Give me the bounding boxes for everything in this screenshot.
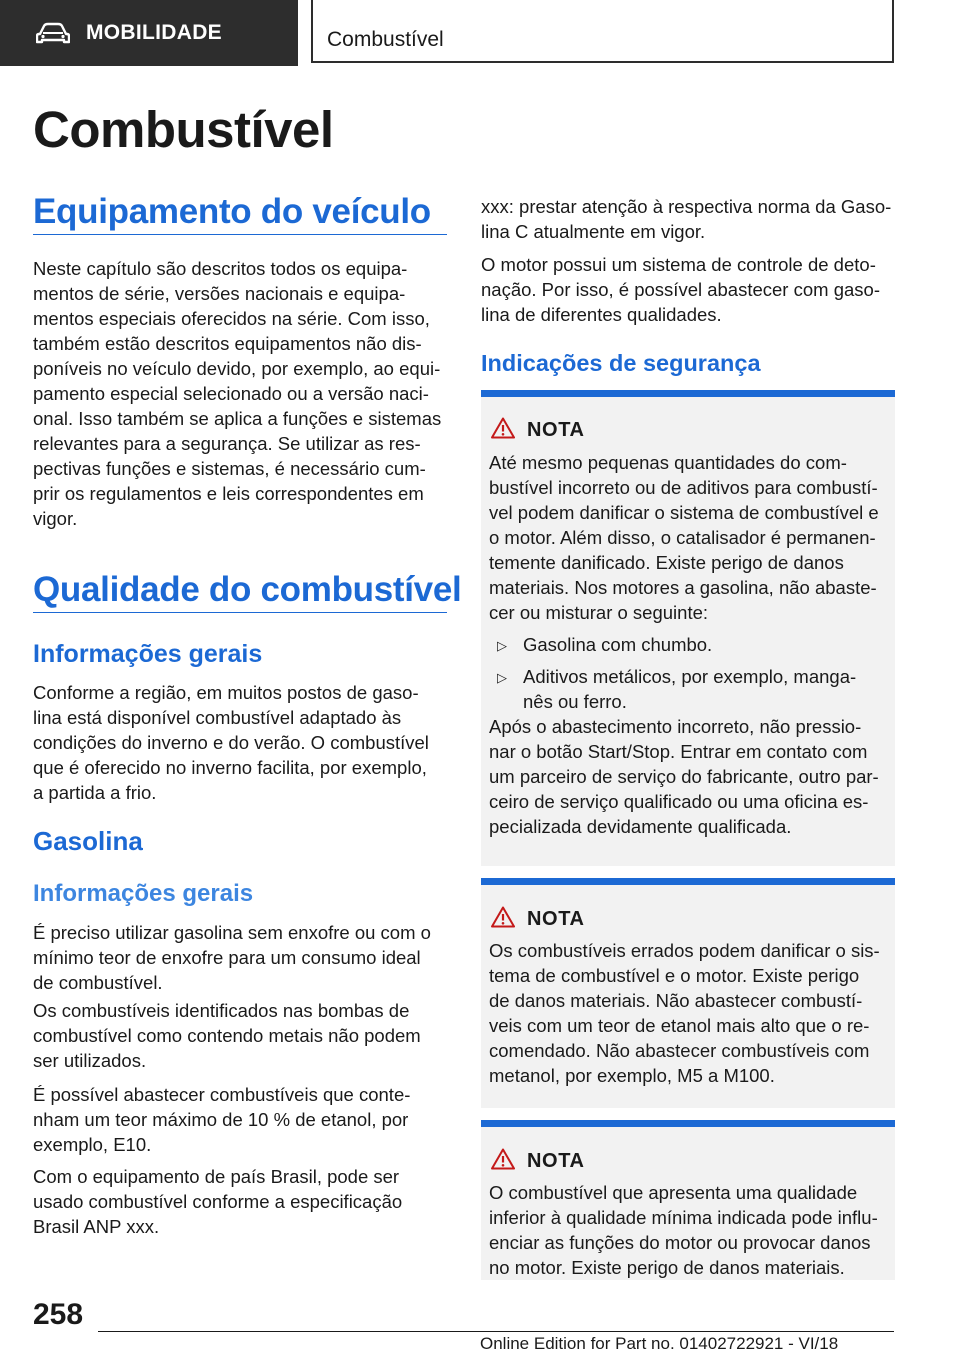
page-title: Combustível [33, 101, 334, 158]
heading-equipamento: Equipamento do veículo [33, 192, 431, 231]
note-bar [481, 878, 895, 885]
footer-edition: Online Edition for Part no. 01402722921 - VI/18 [480, 1334, 839, 1353]
text-line: usado combustível conforme a especificação [33, 1191, 403, 1212]
heading-seguranca: Indicações de segurança [481, 350, 761, 376]
text-line: de danos materiais. Não abastecer combustí- [489, 990, 863, 1011]
gasolina-paragraph-3 [33, 1082, 453, 1157]
text-line: mentos de série, versões nacionais e equipa- [33, 283, 406, 304]
text-line: a partida a frio. [33, 782, 157, 803]
text-line: nês ou ferro. [523, 691, 627, 712]
text-line: que é oferecido no inverno facilita, por exemplo, [33, 757, 427, 778]
bullet-item-2 [523, 664, 893, 714]
text-line: Neste capítulo são descritos todos os equipa- [33, 258, 408, 279]
gasolina-paragraph-1 [33, 920, 453, 995]
note-body [489, 450, 889, 625]
text-line: poníveis no veículo devido, por exemplo, ao equi- [33, 358, 441, 379]
warning-note-3 [481, 1120, 895, 1280]
note-bar [481, 1120, 895, 1127]
text-line: enciar as funções do motor ou provocar danos [489, 1232, 871, 1253]
text-line: pectivas funções e sistemas, é necessário cum- [33, 458, 426, 479]
text-line: materiais. Nos motores a gasolina, não abaste- [489, 577, 877, 598]
text-line: nação. Por isso, é possível abastecer com gaso- [481, 279, 880, 300]
text-line: pamento especial selecionado ou a versão naci- [33, 383, 429, 404]
warning-note-2 [481, 878, 895, 1108]
text-line: pecializada devidamente qualificada. [489, 816, 792, 837]
text-line: também estão descritos equipamentos não dis- [33, 333, 422, 354]
heading-gasolina: Gasolina [33, 826, 143, 856]
heading-informacoes-gerais: Informações gerais [33, 640, 263, 668]
heading-rule [33, 234, 447, 235]
text-line: cer ou misturar o seguinte: [489, 602, 709, 623]
note-title: NOTA [527, 908, 585, 930]
bullet-triangle-icon: ▷ [497, 638, 507, 653]
xxx-text [481, 194, 901, 244]
text-line: relevantes para a segurança. Se utilizar as res- [33, 433, 421, 454]
text-line: Após o abastecimento incorreto, não pressio- [489, 716, 862, 737]
note-body-after [489, 714, 889, 839]
warning-triangle-icon [491, 417, 515, 439]
text-line: vel podem danificar o sistema de combustível e [489, 502, 879, 523]
heading-rule [33, 612, 447, 613]
text-line: o motor. Além disso, o catalisador é permanen- [489, 527, 876, 548]
text-line: ser utilizados. [33, 1050, 147, 1071]
note-title: NOTA [527, 419, 585, 441]
text-line: comendado. Não abastecer combustíveis com [489, 1040, 870, 1061]
page-number: 258 [33, 1298, 84, 1331]
text-line: prir os regulamentos e leis correspondentes em [33, 483, 424, 504]
text-line: onal. Isso também se aplica a funções e sistemas [33, 408, 442, 429]
motor-text [481, 252, 901, 327]
footer-rule [98, 1331, 894, 1332]
text-line: lina de diferentes qualidades. [481, 304, 722, 325]
warning-triangle-icon [491, 1148, 515, 1170]
text-line: lina C atualmente em vigor. [481, 221, 706, 242]
text-line: no motor. Existe perigo de danos materiais. [489, 1257, 845, 1278]
text-line: xxx: prestar atenção à respectiva norma da Gaso- [481, 196, 892, 217]
text-line: nar o botão Start/Stop. Entrar em contato com [489, 741, 868, 762]
equipamento-text [33, 256, 453, 531]
text-line: É possível abastecer combustíveis que conte- [33, 1084, 411, 1105]
text-line: Os combustíveis errados podem danificar o sis- [489, 940, 880, 961]
text-line: mentos especiais oferecidos na série. Com isso, [33, 308, 430, 329]
text-line: condições do inverno e do verão. O combustível [33, 732, 429, 753]
note-bar [481, 390, 895, 397]
text-line: nham um teor máximo de 10 % de etanol, por [33, 1109, 409, 1130]
text-line: ceiro de serviço qualificado ou uma oficina es- [489, 791, 869, 812]
text-line: exemplo, E10. [33, 1134, 152, 1155]
text-line: combustível como contendo metais não podem [33, 1025, 421, 1046]
text-line: mínimo teor de enxofre para um consumo ideal [33, 947, 421, 968]
heading-qualidade: Qualidade do combustível [33, 570, 462, 609]
text-line: Brasil ANP xxx. [33, 1216, 160, 1237]
warning-note-1 [481, 390, 895, 866]
text-line: O combustível que apresenta uma qualidade [489, 1182, 858, 1203]
section-tab [0, 0, 298, 66]
note-body [489, 938, 889, 1088]
text-line: vigor. [33, 508, 78, 529]
text-line: bustível incorreto ou de aditivos para combustí- [489, 477, 878, 498]
heading-gasolina-info: Informações gerais [33, 880, 254, 907]
text-line: Com o equipamento de país Brasil, pode ser [33, 1166, 400, 1187]
warning-triangle-icon [491, 906, 515, 928]
text-line: temente danificado. Existe perigo de danos [489, 552, 844, 573]
bullet-triangle-icon: ▷ [497, 670, 507, 685]
text-line: Conforme a região, em muitos postos de gaso- [33, 682, 419, 703]
informacoes-text [33, 680, 453, 805]
text-line: veis com um teor de etanol mais alto que o re- [489, 1015, 870, 1036]
text-line: O motor possui um sistema de controle de deto- [481, 254, 876, 275]
note-body [489, 1180, 889, 1280]
text-line: um parceiro de serviço do fabricante, outro par- [489, 766, 879, 787]
note-title: NOTA [527, 1150, 585, 1172]
text-line: lina está disponível combustível adaptado às [33, 707, 402, 728]
gasolina-paragraph-2 [33, 998, 453, 1073]
text-line: inferior à qualidade mínima indicada pode influ- [489, 1207, 878, 1228]
text-line: Os combustíveis identificados nas bombas de [33, 1000, 410, 1021]
text-line: Até mesmo pequenas quantidades do com- [489, 452, 847, 473]
section-label: MOBILIDADE [86, 21, 222, 44]
text-line: tema de combustível e o motor. Existe perigo [489, 965, 860, 986]
car-icon [36, 22, 70, 44]
text-line: de combustível. [33, 972, 163, 993]
text-line: Aditivos metálicos, por exemplo, manga- [523, 666, 857, 687]
text-line: É preciso utilizar gasolina sem enxofre ou com o [33, 922, 431, 943]
chapter-label: Combustível [327, 28, 444, 51]
text-line: metanol, por exemplo, M5 a M100. [489, 1065, 775, 1086]
gasolina-paragraph-4 [33, 1164, 453, 1239]
chapter-header [311, 0, 894, 63]
bullet-item-1: Gasolina com chumbo. [523, 634, 713, 655]
